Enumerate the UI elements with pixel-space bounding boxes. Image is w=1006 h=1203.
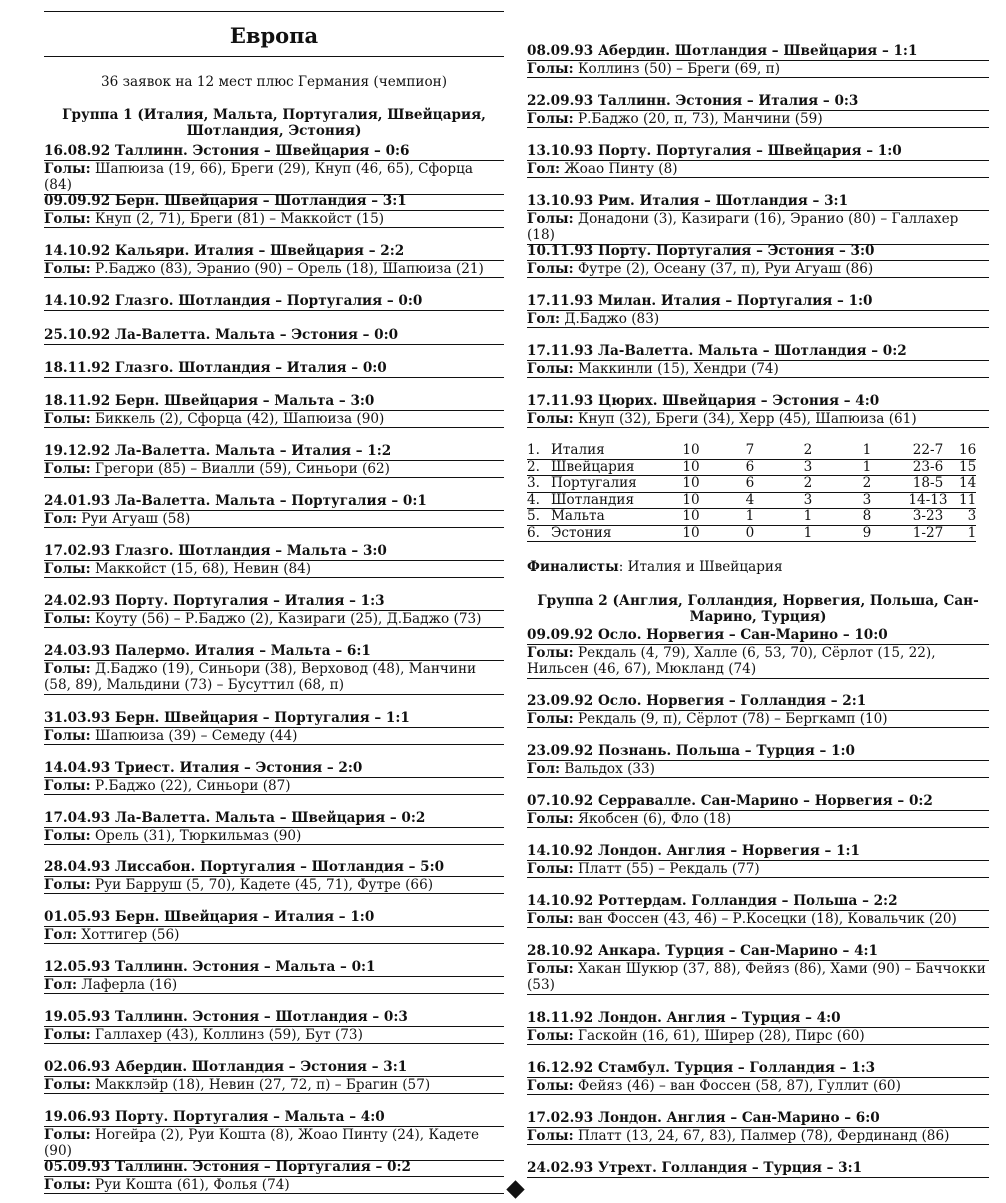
match-entry xyxy=(527,893,989,928)
match-entry xyxy=(527,1110,989,1145)
match-header: 17.11.93 Милан. Италия – Португалия – 1:0 xyxy=(527,293,989,311)
match-entry xyxy=(527,193,989,245)
match-header: 13.10.93 Порту. Португалия – Швейцария – 1:0 xyxy=(527,143,989,161)
standings-cell-pos: 5. xyxy=(527,509,551,526)
match-header: 19.05.93 Таллинн. Эстония – Шотландия – 0:3 xyxy=(44,1009,504,1027)
standings-cell-team: Италия xyxy=(551,443,661,459)
match-header: 08.09.93 Абердин. Шотландия – Швейцария – 1:1 xyxy=(527,43,989,61)
match-entry xyxy=(44,1159,504,1194)
match-scorers: Галлахер (43), Коллинз (59), Бут (73) xyxy=(95,1026,363,1043)
standings-cell-goals: 14-13 xyxy=(897,492,959,509)
match-header: 28.10.92 Анкара. Турция – Сан-Марино – 4:1 xyxy=(527,943,989,961)
match-entry xyxy=(527,293,989,328)
match-scorers: Ногейра (2), Руи Кошта (8), Жоао Пинту (24), Кадете (90) xyxy=(44,1126,480,1159)
standings-cell-pts: 11 xyxy=(959,491,977,508)
match-scorers-line xyxy=(44,1027,504,1045)
goals-label: Голы: xyxy=(44,777,91,794)
match-header: 31.03.93 Берн. Швейцария – Португалия – 1:1 xyxy=(44,710,504,728)
match-scorers-line xyxy=(44,828,504,846)
match-entry xyxy=(527,393,989,428)
standings-row xyxy=(527,459,976,476)
match-header: 18.11.92 Лондон. Англия – Турция – 4:0 xyxy=(527,1010,989,1028)
match-header: 14.10.92 Роттердам. Голландия – Польша – 2:2 xyxy=(527,893,989,911)
goals-label: Голы: xyxy=(527,60,574,77)
page-end-diamond-icon xyxy=(506,1180,524,1198)
standings-cell-l: 8 xyxy=(837,509,897,526)
match-entry xyxy=(44,293,504,311)
match-scorers-line xyxy=(44,611,504,629)
match-scorers: ван Фоссен (43, 46) – Р.Косецки (18), Ковальчик (20) xyxy=(578,910,957,927)
match-entry xyxy=(44,1009,504,1044)
goals-label: Голы: xyxy=(44,660,91,677)
match-entry xyxy=(44,243,504,278)
match-scorers-line xyxy=(527,261,989,279)
match-scorers: Р.Баджо (83), Эранио (90) – Орель (18), Шапюиза (21) xyxy=(95,260,484,277)
match-scorers-line xyxy=(44,211,504,229)
goals-label: Голы: xyxy=(44,1176,91,1193)
match-header: 23.09.92 Познань. Польша – Турция – 1:0 xyxy=(527,743,989,761)
match-scorers: Руи Кошта (61), Фолья (74) xyxy=(95,1176,290,1193)
goals-label: Голы: xyxy=(44,827,91,844)
goals-label: Голы: xyxy=(44,727,91,744)
match-scorers: Коуту (56) – Р.Баджо (2), Казираги (25), Д.Баджо (73) xyxy=(95,610,482,627)
goals-label: Голы: xyxy=(527,960,574,977)
match-header: 07.10.92 Серравалле. Сан-Марино – Норвегия – 0:2 xyxy=(527,793,989,811)
standings-cell-d: 2 xyxy=(779,476,837,493)
match-scorers: Макклэйр (18), Невин (27, 72, п) – Брагин (57) xyxy=(95,1076,431,1093)
match-entry xyxy=(527,343,989,378)
match-scorers-line xyxy=(527,161,989,179)
match-scorers-line xyxy=(44,728,504,746)
match-header: 28.04.93 Лиссабон. Португалия – Шотландия – 5:0 xyxy=(44,859,504,877)
match-scorers-line xyxy=(44,461,504,479)
standings-cell-p: 10 xyxy=(661,509,721,526)
standings-cell-w: 6 xyxy=(721,459,779,476)
match-entry xyxy=(44,143,504,195)
goals-label: Гол: xyxy=(44,510,78,527)
standings-cell-goals: 3-23 xyxy=(897,509,959,526)
match-scorers: Руи Барруш (5, 70), Кадете (45, 71), Футре (66) xyxy=(95,876,434,893)
match-scorers-line xyxy=(527,645,989,679)
standings-cell-p: 10 xyxy=(661,443,721,459)
match-header: 17.11.93 Ла-Валетта. Мальта – Шотландия – 0:2 xyxy=(527,343,989,361)
goals-label: Голы: xyxy=(44,210,91,227)
match-entry xyxy=(44,593,504,628)
standings-cell-team: Шотландия xyxy=(551,492,661,509)
match-header: 24.02.93 Порту. Португалия – Италия – 1:3 xyxy=(44,593,504,611)
match-scorers-line xyxy=(527,811,989,829)
match-entry xyxy=(44,393,504,428)
match-scorers: Хакан Шукюр (37, 88), Фейяз (86), Хами (90) – Баччокки (53) xyxy=(527,960,986,993)
match-header: 09.09.92 Берн. Швейцария – Шотландия – 3:1 xyxy=(44,193,504,211)
match-entry xyxy=(527,1160,989,1178)
standings-cell-team: Швейцария xyxy=(551,459,661,476)
standings-cell-pts: 15 xyxy=(959,458,977,475)
match-header: 01.05.93 Берн. Швейцария – Италия – 1:0 xyxy=(44,909,504,927)
match-entry xyxy=(527,1060,989,1095)
standings-cell-w: 0 xyxy=(721,525,779,542)
match-header: 16.12.92 Стамбул. Турция – Голландия – 1:3 xyxy=(527,1060,989,1078)
standings-row xyxy=(527,492,976,509)
match-header: 17.02.93 Глазго. Шотландия – Мальта – 3:0 xyxy=(44,543,504,561)
goals-label: Гол: xyxy=(527,760,561,777)
standings-cell-l: 9 xyxy=(837,525,897,542)
match-header: 17.11.93 Цюрих. Швейцария – Эстония – 4:0 xyxy=(527,393,989,411)
finalists-line xyxy=(527,559,989,576)
standings-cell-d: 1 xyxy=(779,509,837,526)
match-entry xyxy=(44,810,504,845)
match-scorers-line xyxy=(44,1127,504,1161)
standings-cell-d: 1 xyxy=(779,525,837,542)
match-entry xyxy=(44,327,504,345)
match-scorers: Кнуп (32), Бреги (34), Херр (45), Шапюиза (61) xyxy=(578,410,917,427)
match-scorers-line xyxy=(527,61,989,79)
match-entry xyxy=(44,643,504,695)
match-scorers: Вальдох (33) xyxy=(564,760,655,777)
match-scorers: Футре (2), Осеану (37, п), Руи Агуаш (86) xyxy=(578,260,874,277)
match-scorers: Платт (13, 24, 67, 83), Палмер (78), Фердинанд (86) xyxy=(578,1127,950,1144)
match-scorers: Грегори (85) – Виалли (59), Синьори (62) xyxy=(95,460,390,477)
finalists-label: Финалисты xyxy=(527,559,619,575)
match-scorers-line xyxy=(44,561,504,579)
match-scorers-line xyxy=(44,1077,504,1095)
match-header: 14.10.92 Кальяри. Италия – Швейцария – 2:2 xyxy=(44,243,504,261)
standings-cell-p: 10 xyxy=(661,492,721,509)
title-rule xyxy=(44,56,504,57)
match-entry xyxy=(44,909,504,944)
standings-cell-goals: 23-6 xyxy=(897,459,959,476)
goals-label: Гол: xyxy=(44,926,78,943)
match-header: 02.06.93 Абердин. Шотландия – Эстония – 3:1 xyxy=(44,1059,504,1077)
goals-label: Голы: xyxy=(527,644,574,661)
match-header: 05.09.93 Таллинн. Эстония – Португалия – 0:2 xyxy=(44,1159,504,1177)
match-scorers-line xyxy=(44,261,504,279)
goals-label: Голы: xyxy=(44,410,91,427)
match-scorers-line xyxy=(527,911,989,929)
match-scorers-line xyxy=(527,311,989,329)
standings-cell-pos: 4. xyxy=(527,492,551,509)
standings-cell-pos: 2. xyxy=(527,459,551,476)
match-scorers: Хоттигер (56) xyxy=(81,926,180,943)
match-header: 22.09.93 Таллинн. Эстония – Италия – 0:3 xyxy=(527,93,989,111)
match-scorers-line xyxy=(527,761,989,779)
match-header: 19.12.92 Ла-Валетта. Мальта – Италия – 1:2 xyxy=(44,443,504,461)
goals-label: Голы: xyxy=(527,710,574,727)
standings-row xyxy=(527,443,976,459)
goals-label: Голы: xyxy=(527,1127,574,1144)
match-scorers: Шапюиза (39) – Семеду (44) xyxy=(95,727,298,744)
goals-label: Гол: xyxy=(527,310,561,327)
standings-cell-team: Португалия xyxy=(551,476,661,493)
standings-cell-l: 1 xyxy=(837,459,897,476)
match-scorers-line xyxy=(44,977,504,995)
match-scorers: Орель (31), Тюркильмаз (90) xyxy=(95,827,302,844)
match-scorers-line xyxy=(44,927,504,945)
standings-cell-d: 2 xyxy=(779,443,837,459)
match-scorers: Рекдаль (9, п), Сёрлот (78) – Бергкамп (10) xyxy=(578,710,888,727)
goals-label: Голы: xyxy=(527,1077,574,1094)
standings-cell-team: Мальта xyxy=(551,509,661,526)
match-entry xyxy=(527,943,989,995)
match-scorers-line xyxy=(527,1078,989,1096)
match-header: 12.05.93 Таллинн. Эстония – Мальта – 0:1 xyxy=(44,959,504,977)
standings-cell-pos: 3. xyxy=(527,476,551,493)
standings-cell-pts: 1 xyxy=(959,525,976,542)
match-header: 09.09.92 Осло. Норвегия – Сан-Марино – 10:0 xyxy=(527,627,989,645)
match-entry xyxy=(527,43,989,78)
standings-cell-d: 3 xyxy=(779,492,837,509)
match-scorers: Лаферла (16) xyxy=(81,976,178,993)
match-entry xyxy=(527,743,989,778)
standings-cell-pts: 16 xyxy=(959,442,977,458)
goals-label: Голы: xyxy=(44,1126,91,1143)
standings-cell-p: 10 xyxy=(661,525,721,542)
match-scorers-line xyxy=(527,1128,989,1146)
match-scorers-line xyxy=(44,877,504,895)
match-header: 14.10.92 Глазго. Шотландия – Португалия – 0:0 xyxy=(44,293,504,311)
match-header: 10.11.93 Порту. Португалия – Эстония – 3:0 xyxy=(527,243,989,261)
match-scorers-line xyxy=(527,211,989,245)
goals-label: Голы: xyxy=(527,210,574,227)
match-scorers: Донадони (3), Казираги (16), Эранио (80) – Галлахер (18) xyxy=(527,210,959,243)
match-header: 14.04.93 Триест. Италия – Эстония – 2:0 xyxy=(44,760,504,778)
match-entry xyxy=(44,543,504,578)
finalists-text: : Италия и Швейцария xyxy=(618,559,783,575)
page-title: Европа xyxy=(229,23,319,48)
match-entry xyxy=(527,793,989,828)
match-scorers: Д.Баджо (83) xyxy=(564,310,660,327)
match-scorers: Биккель (2), Сфорца (42), Шапюиза (90) xyxy=(95,410,385,427)
standings-cell-pos: 6. xyxy=(527,525,551,542)
match-header: 18.11.92 Берн. Швейцария – Мальта – 3:0 xyxy=(44,393,504,411)
standings-cell-goals: 18-5 xyxy=(897,476,959,493)
goals-label: Голы: xyxy=(527,110,574,127)
standings-cell-pos: 1. xyxy=(527,443,551,459)
match-scorers: Якобсен (6), Фло (18) xyxy=(578,810,732,827)
match-scorers-line xyxy=(44,511,504,529)
standings-cell-team: Эстония xyxy=(551,525,661,542)
match-entry xyxy=(527,627,989,679)
match-scorers: Фейяз (46) – ван Фоссен (58, 87), Гуллит (60) xyxy=(578,1077,901,1094)
match-scorers-line xyxy=(527,711,989,729)
standings-cell-goals: 22-7 xyxy=(897,443,959,459)
match-header: 18.11.92 Глазго. Шотландия – Италия – 0:0 xyxy=(44,360,504,378)
match-header: 16.08.92 Таллинн. Эстония – Швейцария – 0:6 xyxy=(44,143,504,161)
standings-row xyxy=(527,525,976,542)
match-entry xyxy=(44,1059,504,1094)
goals-label: Голы: xyxy=(527,1027,574,1044)
match-scorers: Маккинли (15), Хендри (74) xyxy=(578,360,779,377)
match-scorers: Маккойст (15, 68), Невин (84) xyxy=(95,560,312,577)
match-entry xyxy=(527,243,989,278)
standings-cell-w: 4 xyxy=(721,492,779,509)
match-scorers-line xyxy=(44,661,504,695)
standings-row xyxy=(527,476,976,493)
match-scorers: Жоао Пинту (8) xyxy=(564,160,678,177)
goals-label: Голы: xyxy=(44,876,91,893)
match-entry xyxy=(44,193,504,228)
match-scorers-line xyxy=(527,1028,989,1046)
match-scorers-line xyxy=(527,861,989,879)
match-header: 17.04.93 Ла-Валетта. Мальта – Швейцария – 0:2 xyxy=(44,810,504,828)
match-entry xyxy=(44,360,504,378)
standings-cell-w: 6 xyxy=(721,476,779,493)
standings-cell-l: 1 xyxy=(837,443,897,459)
match-scorers-line xyxy=(527,411,989,429)
match-scorers-line xyxy=(44,411,504,429)
goals-label: Гол: xyxy=(44,976,78,993)
standings-cell-w: 7 xyxy=(721,443,779,459)
match-scorers-line xyxy=(44,778,504,796)
standings-cell-d: 3 xyxy=(779,459,837,476)
match-scorers-line xyxy=(527,111,989,129)
match-scorers: Р.Баджо (22), Синьори (87) xyxy=(95,777,291,794)
match-entry xyxy=(527,93,989,128)
match-header: 14.10.92 Лондон. Англия – Норвегия – 1:1 xyxy=(527,843,989,861)
match-scorers-line xyxy=(44,1177,504,1195)
standings-cell-p: 10 xyxy=(661,459,721,476)
group-1-heading: Группа 1 (Италия, Мальта, Португалия, Швейцария, Шотландия, Эстония) xyxy=(62,107,486,139)
match-entry xyxy=(527,143,989,178)
goals-label: Гол: xyxy=(527,160,561,177)
match-header: 24.01.93 Ла-Валетта. Мальта – Португалия – 0:1 xyxy=(44,493,504,511)
goals-label: Голы: xyxy=(44,460,91,477)
standings-row xyxy=(527,509,976,526)
match-entry xyxy=(44,859,504,894)
goals-label: Голы: xyxy=(527,810,574,827)
goals-label: Голы: xyxy=(527,360,574,377)
match-header: 23.09.92 Осло. Норвегия – Голландия – 2:1 xyxy=(527,693,989,711)
match-entry xyxy=(44,760,504,795)
match-entry xyxy=(527,843,989,878)
standings-cell-p: 10 xyxy=(661,476,721,493)
match-scorers: Рекдаль (4, 79), Халле (6, 53, 70), Сёрлот (15, 22), Нильсен (46, 67), Мюкланд (74) xyxy=(527,644,936,677)
match-header: 24.03.93 Палермо. Италия – Мальта – 6:1 xyxy=(44,643,504,661)
standings-cell-pts: 14 xyxy=(959,475,977,491)
match-scorers: Руи Агуаш (58) xyxy=(81,510,191,527)
match-scorers: Гаскойн (16, 61), Ширер (28), Пирс (60) xyxy=(578,1027,865,1044)
page-subtitle: 36 заявок на 12 мест плюс Германия (чемпион) xyxy=(100,74,448,90)
match-header: 25.10.92 Ла-Валетта. Мальта – Эстония – 0:0 xyxy=(44,327,504,345)
standings-cell-l: 3 xyxy=(837,492,897,509)
match-entry xyxy=(44,710,504,745)
match-scorers: Кнуп (2, 71), Бреги (81) – Маккойст (15) xyxy=(95,210,385,227)
goals-label: Голы: xyxy=(527,860,574,877)
goals-label: Голы: xyxy=(44,260,91,277)
match-scorers: Д.Баджо (19), Синьори (38), Верховод (48), Манчини (58, 89), Мальдини (73) – Бусуттил (68, п) xyxy=(44,660,477,693)
match-entry xyxy=(44,959,504,994)
top-rule xyxy=(44,11,504,12)
match-scorers: Шапюиза (19, 66), Бреги (29), Кнуп (46, 65), Сфорца (84) xyxy=(44,160,473,193)
standings-cell-goals: 1-27 xyxy=(897,525,959,542)
match-entry xyxy=(44,443,504,478)
match-header: 19.06.93 Порту. Португалия – Мальта – 4:0 xyxy=(44,1109,504,1127)
match-header: 13.10.93 Рим. Италия – Шотландия – 3:1 xyxy=(527,193,989,211)
standings-cell-pts: 3 xyxy=(959,509,976,526)
match-entry xyxy=(527,693,989,728)
standings-cell-l: 2 xyxy=(837,476,897,493)
match-header: 17.02.93 Лондон. Англия – Сан-Марино – 6:0 xyxy=(527,1110,989,1128)
match-scorers-line xyxy=(527,961,989,995)
goals-label: Голы: xyxy=(44,1026,91,1043)
goals-label: Голы: xyxy=(44,610,91,627)
match-scorers: Р.Баджо (20, п, 73), Манчини (59) xyxy=(578,110,823,127)
goals-label: Голы: xyxy=(44,560,91,577)
match-scorers-line xyxy=(527,361,989,379)
goals-label: Голы: xyxy=(527,260,574,277)
goals-label: Голы: xyxy=(527,410,574,427)
match-header: 24.02.93 Утрехт. Голландия – Турция – 3:1 xyxy=(527,1160,989,1178)
match-scorers: Коллинз (50) – Бреги (69, п) xyxy=(578,60,781,77)
goals-label: Голы: xyxy=(527,910,574,927)
match-entry xyxy=(527,1010,989,1045)
match-scorers-line xyxy=(44,161,504,195)
match-entry xyxy=(44,493,504,528)
group-2-heading: Группа 2 (Англия, Голландия, Норвегия, Польша, Сан-Марино, Турция) xyxy=(537,593,979,625)
match-entry xyxy=(44,1109,504,1161)
goals-label: Голы: xyxy=(44,160,91,177)
standings-cell-w: 1 xyxy=(721,509,779,526)
standings-table xyxy=(527,443,976,542)
match-scorers: Платт (55) – Рекдаль (77) xyxy=(578,860,760,877)
goals-label: Голы: xyxy=(44,1076,91,1093)
